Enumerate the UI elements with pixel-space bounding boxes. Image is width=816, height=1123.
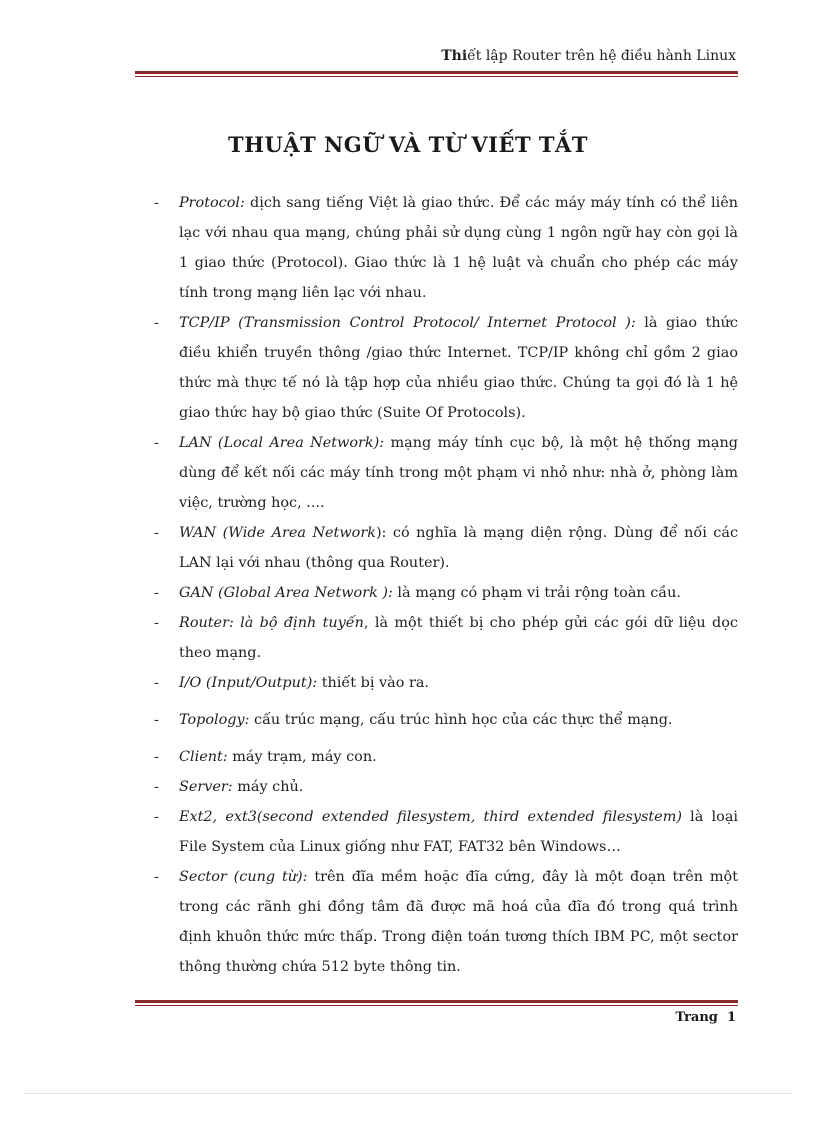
glossary-item-io — [150, 668, 738, 698]
page-number-value: 1 — [726, 1010, 736, 1025]
glossary-item-gan — [150, 578, 738, 608]
header-rule — [135, 71, 738, 77]
glossary-term: Ext2, ext3(second extended filesystem, third extended filesystem) — [179, 809, 682, 825]
glossary-term: I/O (Input/Output): — [179, 675, 318, 691]
glossary-definition: là loại File System của Linux giống như FAT, FAT32 bên Windows… — [179, 809, 738, 855]
glossary-definition: , là một thiết bị cho phép gửi các gói dữ liệu dọc theo mạng. — [179, 615, 738, 661]
page-title: THUẬT NGỮ VÀ TỪ VIẾT TẮT — [228, 132, 588, 157]
glossary-term: Client: — [179, 749, 228, 765]
glossary-item-lan — [150, 428, 738, 518]
glossary-item-client — [150, 742, 738, 772]
glossary-definition: ): có nghĩa là mạng diện rộng. Dùng để nối các LAN lại với nhau (thông qua Router). — [179, 525, 739, 571]
page-bottom-divider — [25, 1093, 791, 1094]
glossary-definition: là giao thức điều khiển truyền thông /giao thức Internet. TCP/IP không chỉ gồm 2 giao thức mà thực tế nó là tập hợp của nhiều giao thức. Chúng ta gọi đó là 1 hệ giao thức hay bộ giao thức (Suite Of Protocols). — [179, 315, 738, 421]
page-number — [675, 1010, 736, 1025]
glossary-term: Topology: — [179, 712, 250, 728]
glossary-term: WAN (Wide Area Network — [179, 525, 376, 541]
page-label: Trang — [675, 1010, 718, 1025]
glossary-definition: dịch sang tiếng Việt là giao thức. Để các máy máy tính có thể liên lạc với nhau qua mạng, chúng phải sử dụng cùng 1 ngôn ngữ hay còn gọi là 1 giao thức (Protocol). Giao thức là 1 hệ luật và chuẩn cho phép các máy tính trong mạng liên lạc với nhau. — [179, 195, 738, 301]
glossary-term: Sector (cung từ): — [179, 869, 308, 885]
header-title-rest: ết lập Router trên hệ điều hành Linux — [467, 48, 736, 64]
glossary-term: Protocol: — [179, 195, 245, 211]
glossary-item-sector — [150, 862, 738, 982]
glossary-item-topology — [150, 705, 738, 735]
glossary-term: Server: — [179, 779, 233, 795]
glossary-definition: mạng máy tính cục bộ, là một hệ thống mạng dùng để kết nối các máy tính trong một phạm vi nhỏ như: nhà ở, phòng làm việc, trường học, .... — [179, 435, 738, 511]
glossary-definition: trên đĩa mềm hoặc đĩa cứng, đây là một đoạn trên một trong các rãnh ghi đồng tâm đã được mã hoá của đĩa đó trong quá trình định khuôn thức mức thấp. Trong điện toán tương thích IBM PC, một sector thông thường chứa 512 byte thông tin. — [179, 869, 738, 975]
glossary-definition: máy chủ. — [232, 779, 304, 795]
glossary-term: LAN (Local Area Network): — [179, 435, 385, 451]
glossary-item-protocol — [150, 188, 738, 308]
glossary-item-server — [150, 772, 738, 802]
glossary-item-router — [150, 608, 738, 668]
glossary-definition: thiết bị vào ra. — [317, 675, 429, 691]
glossary-definition: cấu trúc mạng, cấu trúc hình học của các thực thể mạng. — [249, 712, 673, 728]
running-header — [441, 48, 736, 64]
header-title-bold: Thi — [441, 48, 468, 64]
glossary-item-wan — [150, 518, 738, 578]
glossary-list — [150, 188, 738, 982]
glossary-term: GAN (Global Area Network ): — [179, 585, 393, 601]
glossary-term: Router: là bộ định tuyến — [179, 615, 364, 631]
glossary-term: TCP/IP (Transmission Control Protocol/ Internet Protocol ): — [179, 315, 636, 331]
glossary-item-tcpip — [150, 308, 738, 428]
glossary-definition: máy trạm, máy con. — [227, 749, 377, 765]
footer-rule — [135, 1000, 738, 1006]
glossary-item-ext — [150, 802, 738, 862]
glossary-definition: là mạng có phạm vi trải rộng toàn cầu. — [392, 585, 681, 601]
